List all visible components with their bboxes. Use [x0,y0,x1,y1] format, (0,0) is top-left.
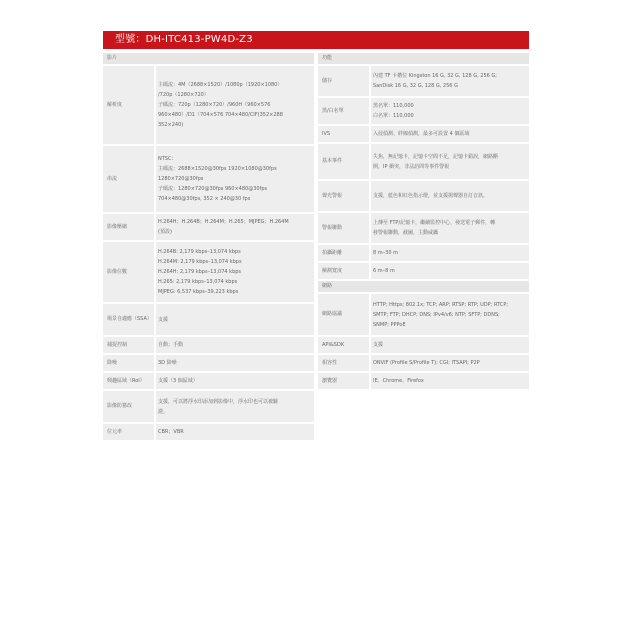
spec-value-line: H.264H: 2,179 kbps–13,074 kbps [158,269,242,275]
spec-value-line: 352×240) [158,122,184,128]
spec-value [371,126,529,142]
spec-value-line: 證。 [158,408,169,415]
spec-key: 儲存 [318,66,369,96]
spec-row [318,245,529,261]
spec-key: 興趣區域（RoI） [103,373,154,389]
spec-row [103,66,314,144]
spec-value [156,214,314,240]
spec-row [103,355,314,371]
spec-value [156,373,314,389]
spec-value [371,98,529,124]
spec-value-line: ONVIF (Profile S/Profile T); CGI; ITSAPI; P2P [373,360,480,366]
video-spec-table [103,66,314,440]
spec-value-line: CBR；VBR [158,429,184,435]
spec-row [318,144,529,179]
spec-value-line: 內建 TF 卡槽位 Kingston 16 G, 32 G, 128 G, 256 G; [373,73,497,79]
spec-value-line: H.264B: 2,179 kbps–13,074 kbps [158,249,241,255]
spec-key: 警報聯動 [318,213,369,243]
spec-row [103,146,314,212]
spec-value [156,337,314,353]
spec-key: 影像位數 [103,242,154,302]
spec-key: 拍攝距離 [318,245,369,261]
feature-network-column [318,53,529,391]
spec-key: 瀏覽器 [318,373,369,389]
spec-value [156,424,314,440]
spec-value-line: MJPEG: 6,537 kbps–39,223 kbps [158,289,239,295]
spec-value [371,355,529,371]
spec-row [103,214,314,240]
spec-value-line: 開，IP 衝突，非法訪問等事件警報 [373,163,450,170]
spec-value-line: 支援，藍色和紅色指示燈，並支援揚聲器自訂音訊。 [373,193,489,199]
spec-row [318,263,529,279]
spec-value-line: 主碼流：4M（2688×1520）/1080p（1920×1080） [158,82,283,88]
spec-value-line: /720p（1280×720） [158,92,209,98]
spec-value-line: 支援 [373,342,384,348]
spec-row [318,337,529,353]
spec-key: 檢測寬度 [318,263,369,279]
spec-value [156,146,314,212]
spec-key: 黑/白名單 [318,98,369,124]
spec-value-line: H.264M: 2,179 kbps–13,074 kbps [158,259,242,265]
spec-value [156,242,314,302]
spec-value-line: SNMP; PPPoE [373,321,406,328]
spec-value [371,144,529,179]
spec-value [371,373,529,389]
spec-value [371,294,529,335]
spec-key: 基本事件 [318,144,369,179]
spec-row [318,213,529,243]
spec-value-line: 支援，可以將浮水印添加到影像中，浮水印也可以被驗 [158,398,279,405]
section-header-video: 影片 [103,53,314,64]
spec-value [371,213,529,243]
spec-row [103,391,314,422]
spec-value-line: HTTP; Https; 802.1x; TCP; ARP; RTSP; RTP; UDP; RTCP; [373,301,509,308]
spec-value-line: 上傳至 FTP/記憶卡，繼續監控中心，發送電子郵件，轉 [373,220,496,226]
spec-value [156,304,314,335]
spec-value [371,263,529,279]
spec-value-line: 支援（3 個區域） [158,378,198,384]
spec-row [103,337,314,353]
spec-value-line: SanDisk 16 G, 32 G, 128 G, 256 G [373,83,458,89]
spec-value-line: 發警報聯動，截圖，主動威攝 [373,230,439,236]
spec-value-line: 960×480）/D1（704×576 704×480/CIF(352×288 [158,112,283,118]
spec-value-line: 黑名單：110,000 [373,103,414,109]
spec-value-line: 支援 [158,316,169,323]
spec-key: 相容性 [318,355,369,371]
spec-row [318,66,529,96]
spec-key: 網路協議 [318,294,369,335]
spec-key: 場景自適應（SSA） [103,304,154,335]
video-spec-column [103,53,314,442]
spec-row [318,355,529,371]
spec-key: 降噪 [103,355,154,371]
spec-value-line: IE、Chrome、Firefox [373,378,424,384]
spec-value-line: 子碼流：720p（1280×720）/960H（960×576 [158,102,271,108]
spec-value [371,337,529,353]
spec-key: 串流 [103,146,154,212]
spec-value [371,66,529,96]
spec-value-line: NTSC： [158,156,177,162]
spec-value-line: 6 m–8 m [373,268,395,274]
spec-row [103,304,314,335]
spec-key: 影像防篡改 [103,391,154,422]
spec-value-line: 失焦，無記憶卡，記憶卡空間不足，記憶卡錯誤，網路斷 [373,153,499,160]
spec-row [318,181,529,211]
spec-key: IVS [318,126,369,142]
spec-row [318,98,529,124]
spec-row [318,126,529,142]
spec-value-line: (預設) [158,229,172,235]
spec-value [156,391,314,422]
spec-value-line: 自動；手動 [158,342,184,348]
spec-key: 位元率 [103,424,154,440]
spec-value-line: SMTP; FTP; DHCP; DNS; IPv4/v6; NTP; SFTP; DDNS; [373,311,500,318]
spec-row [318,294,529,335]
spec-value-line: 子碼流：1280×720@30fps 960×480@30fps [158,186,268,192]
spec-value-line: 1280×720@30fps [158,176,204,182]
spec-row [103,242,314,302]
spec-key: 捕捉控制 [103,337,154,353]
model-title-bar [103,31,529,49]
spec-key: 影像壓縮 [103,214,154,240]
spec-row [103,424,314,440]
spec-value-line: H.264H；H.264B；H.264M；H.265；MJPEG；H.264M [158,219,289,225]
spec-value-line: 704×480@30fps, 352 × 240@30 fps [158,196,251,202]
network-spec-table [318,294,529,389]
spec-value-line: 入侵偵測、絆線偵測，最多可設置 4 個區域 [373,131,470,137]
spec-key: 聲光警報 [318,181,369,211]
spec-value [156,355,314,371]
spec-key: API&SDK [318,337,369,353]
feature-spec-table [318,66,529,279]
spec-value-line: 白名單：110,000 [373,113,414,119]
spec-key: 解析度 [103,66,154,144]
spec-value-line: 3D 降噪 [158,360,177,366]
spec-value-line: 8 m–30 m [373,250,398,256]
model-title: 型號：DH-ITC413-PW4D-Z3 [115,34,253,45]
spec-value [371,181,529,211]
spec-value-line: H.265: 2,179 kbps–13,074 kbps [158,279,238,285]
section-header-network: 網路 [318,281,529,292]
spec-value-line: 主碼流：2688×1520@30fps 1920×1080@30fps [158,166,277,172]
spec-value [371,245,529,261]
spec-row [103,373,314,389]
spec-value [156,66,314,144]
spec-row [318,373,529,389]
section-header-features: 功能 [318,53,529,64]
